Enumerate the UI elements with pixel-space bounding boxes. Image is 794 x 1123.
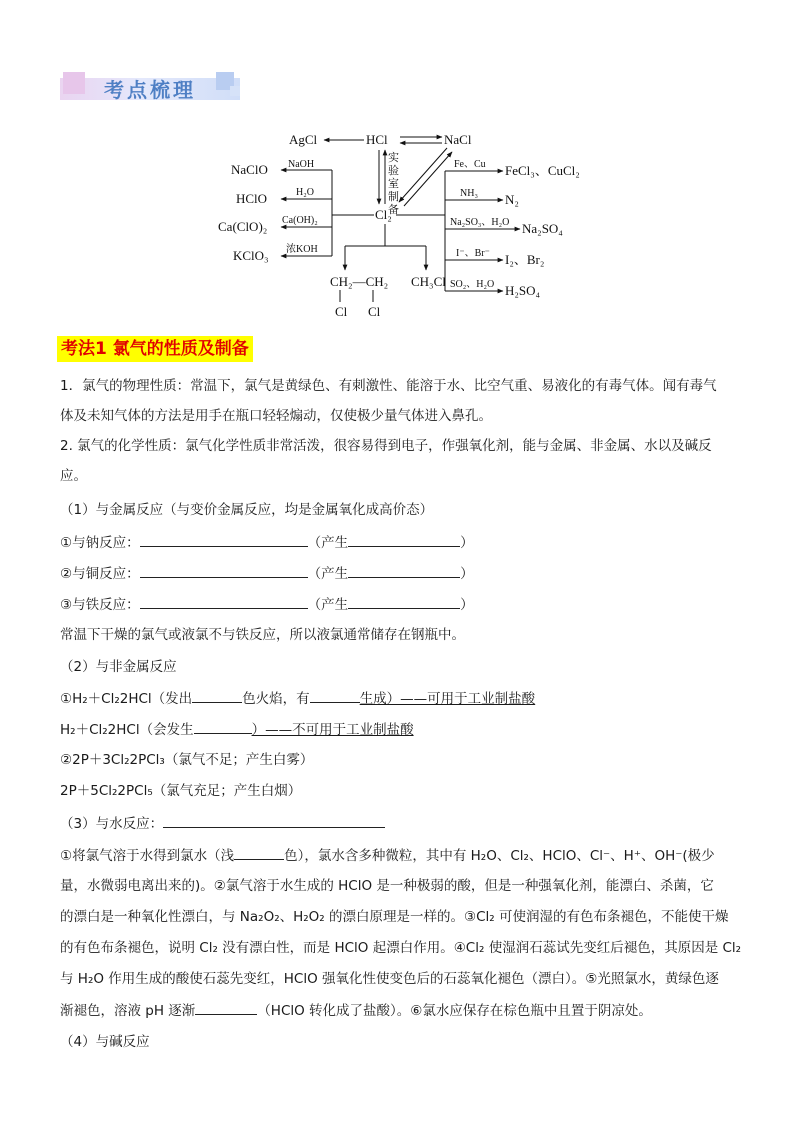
- lab-prep-char-1: 实: [388, 152, 399, 164]
- paren-close: ）: [460, 566, 474, 582]
- right-reagent-1: Fe、Cu: [454, 159, 486, 170]
- right-reagent-3: Na₂SO₃、H₂O: [450, 217, 510, 228]
- sodium-equation-blank[interactable]: [140, 532, 308, 547]
- hydrogen-light-text-1: H₂＋Cl₂2HCl（会发生: [60, 722, 194, 738]
- hydrogen-light-row: [60, 719, 414, 740]
- hydrogen-ignite-row: [60, 688, 535, 709]
- iron-product-label: （产生: [307, 597, 349, 613]
- chlorine-water-line-6: [60, 1000, 652, 1021]
- section-header-banner: [60, 68, 250, 108]
- paren-close: ）: [460, 535, 474, 551]
- subsection-nonmetal-reactions: （2）与非金属反应: [60, 659, 177, 675]
- copper-product-blank[interactable]: [348, 563, 460, 578]
- chlorine-water-line-3: 的漂白是一种氧化性漂白，与 Na₂O₂、H₂O₂ 的漂白原理是一样的。③Cl₂ 可使润湿的有色布条褪色，不能使干燥: [60, 909, 729, 925]
- cl2-center-node: Cl₂: [375, 207, 392, 222]
- left-product-3: Ca(ClO)₂: [218, 219, 268, 234]
- page-title: 考点梳理: [104, 78, 196, 102]
- chlorine-water-color-blank[interactable]: [234, 845, 284, 860]
- left-reagent-1: NaOH: [288, 159, 315, 170]
- left-product-4: KClO₃: [233, 248, 269, 263]
- chlorine-reaction-diagram: [214, 128, 594, 324]
- phosphorus-reaction-1: ②2P＋3Cl₂2PCl₃（氯气不足；产生白雾）: [60, 752, 314, 768]
- iron-reaction-label: ③与铁反应：: [60, 597, 140, 613]
- phosphorus-reaction-2: 2P＋5Cl₂2PCl₅（氯气充足；产生白烟）: [60, 783, 302, 799]
- iron-product-blank[interactable]: [348, 594, 460, 609]
- chlorine-water-text-1a: ①将氯气溶于水得到氯水（浅: [60, 848, 235, 864]
- chlorine-water-text-6b: （HClO 转化成了盐酸）。⑥氯水应保存在棕色瓶中且置于阴凉处。: [257, 1003, 652, 1019]
- water-reaction-row: [60, 813, 385, 834]
- right-product-5: H₂SO₄: [505, 283, 541, 298]
- right-product-4: I₂、Br₂: [505, 252, 545, 267]
- lab-prep-char-4: 制: [388, 191, 399, 203]
- subsection-metal-reactions: （1）与金属反应（与变价金属反应，均是金属氧化成高价态）: [60, 502, 434, 518]
- physical-properties-line-1: 1．氯气的物理性质：常温下，氯气是黄绿色、有刺激性、能溶于水、比空气重、易液化的有毒气体。闻有毒气: [60, 378, 717, 394]
- right-product-2: N₂: [505, 192, 519, 207]
- chlorine-water-line-5: 与 H₂O 作用生成的酸使石蕊先变红，HClO 强氧化性使变色后的石蕊氧化褪色（漂白）。⑤光照氯水，黄绿色逐: [60, 971, 719, 987]
- section-title: 考法1 氯气的性质及制备: [57, 336, 253, 362]
- left-reagent-4: 浓KOH: [286, 244, 318, 255]
- dry-chlorine-note: 常温下干燥的氯气或液氯不与铁反应，所以液氯通常储存在钢瓶中。: [60, 627, 465, 643]
- sodium-product-label: （产生: [307, 535, 349, 551]
- iron-reaction-row: [60, 594, 474, 615]
- copper-product-label: （产生: [307, 566, 349, 582]
- right-product-3: Na₂SO₄: [522, 221, 563, 236]
- sodium-product-blank[interactable]: [348, 532, 460, 547]
- nacl-node: NaCl: [444, 132, 472, 147]
- left-product-2: HClO: [236, 191, 268, 206]
- copper-reaction-row: [60, 563, 474, 584]
- agcl-node: AgCl: [289, 132, 318, 147]
- chemical-properties-line-1: 2. 氯气的化学性质：氯气化学性质非常活泼，很容易得到电子，作强氧化剂，能与金属、非金属、水以及碱反: [60, 438, 712, 454]
- lab-prep-char-3: 室: [388, 178, 399, 190]
- ethane-dichloride-chain: CH₂—CH₂: [330, 274, 389, 289]
- product-observed-blank[interactable]: [310, 688, 360, 703]
- physical-properties-line-2: 体及未知气体的方法是用手在瓶口轻轻煽动，仅使极少量气体进入鼻孔。: [60, 408, 492, 424]
- phenomenon-blank[interactable]: [194, 719, 252, 734]
- ph-change-blank[interactable]: [195, 1000, 257, 1015]
- right-reagent-5: SO₂、H₂O: [450, 279, 495, 290]
- hydrogen-ignite-text-3: 生成）——可用于工业制盐酸: [359, 691, 536, 707]
- subsection-base-reactions: （4）与碱反应: [60, 1034, 150, 1050]
- header-decor-square-small: [230, 86, 240, 96]
- chlorine-water-line-1: [60, 845, 715, 866]
- water-equation-blank[interactable]: [163, 813, 385, 828]
- chlorine-water-text-1b: 色），氯水含多种微粒，其中有 H₂O、Cl₂、HClO、Cl⁻、H⁺、OH⁻(极少: [284, 848, 715, 864]
- left-reagent-3: Ca(OH)₂: [282, 215, 318, 226]
- chemical-properties-line-2: 应。: [60, 468, 87, 484]
- flame-color-blank[interactable]: [192, 688, 242, 703]
- header-decor-square-left: [63, 72, 85, 94]
- right-reagent-4: I⁻、Br⁻: [456, 248, 490, 259]
- ethane-dichloride-cl-right: Cl: [368, 304, 381, 319]
- lab-prep-char-5: 备: [388, 204, 399, 216]
- copper-equation-blank[interactable]: [140, 563, 308, 578]
- right-reagent-2: NH₃: [460, 188, 478, 199]
- ch3cl-node: CH₃Cl: [411, 274, 446, 289]
- paren-close: ）: [460, 597, 474, 613]
- left-reagent-2: H₂O: [296, 187, 314, 198]
- hydrogen-light-text-2: ）——不可用于工业制盐酸: [251, 722, 414, 738]
- hydrogen-ignite-text-1: ①H₂＋Cl₂2HCl（发出: [60, 691, 193, 707]
- chlorine-water-text-6a: 渐褪色，溶液 pH 逐渐: [60, 1003, 196, 1019]
- hydrogen-ignite-text-2: 色火焰，有: [242, 691, 310, 707]
- sodium-reaction-label: ①与钠反应：: [60, 535, 140, 551]
- lab-prep-char-2: 验: [388, 165, 399, 177]
- subsection-water-reaction: （3）与水反应：: [60, 816, 164, 832]
- copper-reaction-label: ②与铜反应：: [60, 566, 140, 582]
- iron-equation-blank[interactable]: [140, 594, 308, 609]
- ethane-dichloride-cl-left: Cl: [335, 304, 348, 319]
- chlorine-water-line-4: 的有色布条褪色，说明 Cl₂ 没有漂白性，而是 HClO 起漂白作用。④Cl₂ 使湿润石蕊试先变红后褪色，其原因是 Cl₂: [60, 940, 742, 956]
- chlorine-water-line-2: 量，水微弱电离出来的)。②氯气溶于水生成的 HClO 是一种极弱的酸，但是一种强氧化剂，能漂白、杀菌，它: [60, 878, 714, 894]
- sodium-reaction-row: [60, 532, 474, 553]
- hcl-node: HCl: [366, 132, 388, 147]
- left-product-1: NaClO: [231, 162, 268, 177]
- right-product-1: FeCl₃、CuCl₂: [505, 163, 580, 178]
